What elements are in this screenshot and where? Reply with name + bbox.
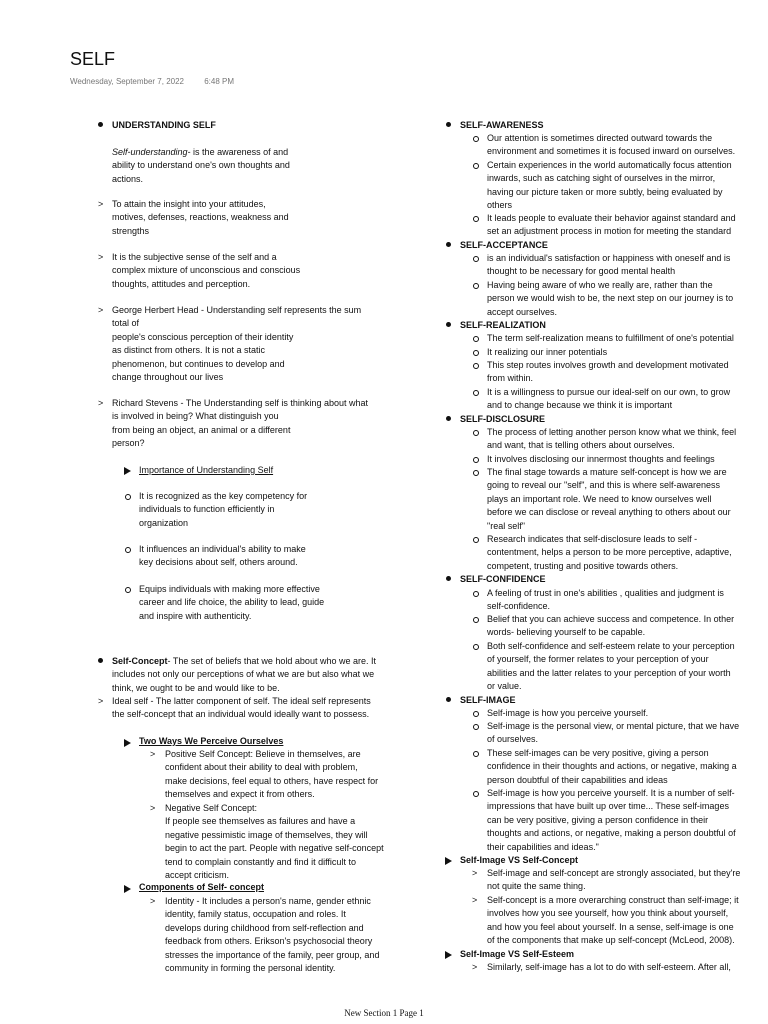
bullet-circle-icon bbox=[473, 457, 479, 463]
text-line: accept criticism. bbox=[165, 870, 230, 880]
text-line: - is the awareness of and bbox=[187, 147, 289, 157]
bullet-circle-icon bbox=[473, 430, 479, 436]
section-heading: UNDERSTANDING SELF bbox=[112, 120, 216, 130]
text-line: can be very positive, giving a person confidence in their bbox=[487, 814, 709, 825]
text-line: feedback from others. Erikson's psychosocial theory bbox=[165, 936, 373, 947]
bullet-circle-icon bbox=[473, 350, 479, 356]
text-line: going to reveal our "self", and this is where self-awareness bbox=[487, 480, 721, 491]
text-line: The final stage towards a mature self-concept is how we are bbox=[487, 467, 727, 477]
bullet-circle-icon bbox=[473, 537, 479, 543]
text-line: Belief that you can achieve success and competence. In other bbox=[487, 614, 735, 624]
page-footer: New Section 1 Page 1 bbox=[344, 1008, 424, 1018]
text-line: person we would wish to be, the next step on our journey is to bbox=[487, 293, 734, 304]
bullet-circle-icon bbox=[473, 591, 479, 597]
text-line: words- believing yourself to be capable. bbox=[487, 627, 646, 638]
text-line: is involved in being? What distinguish you bbox=[112, 411, 279, 422]
text-line: of yourself, the former relates to your perception of your bbox=[487, 654, 709, 665]
bullet-circle-icon bbox=[473, 363, 479, 369]
bullet-dot-icon bbox=[446, 122, 451, 127]
bullet-circle-icon bbox=[473, 283, 479, 289]
gt-bullet-icon: > bbox=[150, 803, 156, 813]
text-line: self-confidence. bbox=[487, 601, 551, 612]
text-line: Self-concept is a more overarching construct than self-image; it bbox=[487, 895, 739, 905]
gt-bullet-icon: > bbox=[150, 749, 156, 759]
gt-bullet-icon: > bbox=[472, 895, 478, 905]
text-line: To attain the insight into your attitudes, bbox=[112, 199, 266, 209]
bullet-circle-icon bbox=[473, 136, 479, 142]
text-line: or value. bbox=[487, 681, 522, 692]
gt-bullet-icon: > bbox=[98, 199, 104, 209]
text-line: as distinct from others. It is not a static bbox=[112, 345, 266, 356]
text-line: not quite the same thing. bbox=[487, 881, 586, 892]
section-heading: Self-Image VS Self-Concept bbox=[460, 855, 579, 865]
text-line: and want, that is telling others about ourselves. bbox=[487, 440, 675, 451]
gt-bullet-icon: > bbox=[472, 868, 478, 878]
text-line: change throughout our lives bbox=[112, 372, 224, 382]
section-heading: SELF-REALIZATION bbox=[460, 320, 546, 330]
term: Self-Concept bbox=[112, 656, 168, 666]
bullet-dot-icon bbox=[446, 697, 451, 702]
text-line: Similarly, self-image has a lot to do with self-esteem. After all, bbox=[487, 962, 731, 972]
text-line: abilities and the latter relates to your perception of your worth bbox=[487, 667, 731, 678]
bullet-circle-icon bbox=[473, 644, 479, 650]
text-line: It influences an individual's ability to make bbox=[139, 544, 306, 554]
text-line: includes not only our perceptions of what we are but also what we bbox=[112, 669, 375, 680]
text-line: It is a willingness to pursue our ideal-self on our own, to grow bbox=[487, 387, 731, 397]
text-line: Both self-confidence and self-esteem relate to your perception bbox=[487, 641, 735, 651]
text-line: before we can disclose or reveal anything to others about our bbox=[487, 507, 731, 518]
bullet-circle-icon bbox=[473, 163, 479, 169]
arrow-bullet-icon bbox=[124, 739, 131, 747]
bullet-dot-icon bbox=[446, 416, 451, 421]
bullet-circle-icon bbox=[473, 711, 479, 717]
text-line: stresses the importance of the family, peer group, and bbox=[165, 949, 380, 960]
bullet-circle-icon bbox=[473, 336, 479, 342]
text-line: It is the subjective sense of the self and a bbox=[112, 252, 277, 262]
text-line: Certain experiences in the world automatically focus attention bbox=[487, 160, 732, 170]
text-line: Self-image and self-concept are strongly associated, but they're bbox=[487, 868, 741, 878]
text-line: Ideal self - The latter component of self. The ideal self represents bbox=[112, 696, 371, 706]
page-date: Wednesday, September 7, 2022 bbox=[70, 77, 184, 86]
bullet-dot-icon bbox=[446, 242, 451, 247]
text-line: key decisions about self, others around. bbox=[139, 557, 298, 568]
text-line: Identity - It includes a person's name, gender ethnic bbox=[165, 896, 371, 906]
text-line: think, we ought to be and would like to be. bbox=[112, 682, 280, 693]
text-line: the self-concept that an individual would ideally want to possess. bbox=[112, 709, 370, 720]
bullet-circle-icon bbox=[473, 216, 479, 222]
text-line: total of bbox=[112, 318, 140, 329]
bullet-circle-icon bbox=[125, 587, 131, 593]
text-line: complex mixture of unconscious and conscious bbox=[112, 265, 301, 276]
section-heading: SELF-CONFIDENCE bbox=[460, 574, 546, 584]
gt-bullet-icon: > bbox=[150, 896, 156, 906]
bullet-circle-icon bbox=[473, 617, 479, 623]
gt-bullet-icon: > bbox=[98, 305, 104, 315]
text-line: Self-image is how you perceive yourself. bbox=[487, 708, 649, 718]
arrow-bullet-icon bbox=[124, 885, 131, 893]
bullet-circle-icon bbox=[473, 470, 479, 476]
section-heading: SELF-IMAGE bbox=[460, 695, 516, 705]
text-line: confident about their ability to deal with problem, bbox=[165, 762, 358, 773]
gt-bullet-icon: > bbox=[98, 252, 104, 262]
text-line: tend to complain constantly and find it difficult to bbox=[165, 856, 356, 867]
bullet-dot-icon bbox=[446, 322, 451, 327]
term: Self-understanding bbox=[112, 147, 188, 157]
section-heading: SELF-DISCLOSURE bbox=[460, 414, 546, 424]
bullet-dot-icon bbox=[98, 122, 103, 127]
text-line: strengths bbox=[112, 225, 150, 236]
subsection-heading: Two Ways We Perceive Ourselves bbox=[139, 736, 284, 746]
text-line: people's conscious perception of their identity bbox=[112, 331, 294, 342]
text-line: ability to understand one's own thoughts and bbox=[112, 160, 290, 171]
page-meta bbox=[70, 75, 234, 88]
text-line: It is recognized as the key competency for bbox=[139, 491, 308, 501]
text-line: involves how you see yourself, how you think about yourself, bbox=[487, 908, 729, 919]
gt-bullet-icon: > bbox=[98, 696, 104, 706]
subsection-heading: Components of Self- concept bbox=[139, 882, 265, 892]
text-line: identity, family status, occupation and roles. It bbox=[165, 909, 346, 920]
page-title: SELF bbox=[70, 49, 116, 69]
text-line: inwards, such as catching sight of ourselves in the mirror, bbox=[487, 173, 716, 184]
text-line: confidence in their thoughts and actions, or negative, making a bbox=[487, 761, 737, 772]
text-line: thoughts and actions, or negative, making a person doubtful of bbox=[487, 828, 736, 839]
text-line: and inspire with authenticity. bbox=[139, 610, 252, 621]
text-line: A feeling of trust in one's abilities , qualities and judgment is bbox=[487, 588, 724, 598]
text-line: having our picture taken or more subtly, being evaluated by bbox=[487, 186, 723, 197]
arrow-bullet-icon bbox=[445, 857, 452, 865]
text-line: Negative Self Concept: bbox=[165, 803, 258, 813]
bullet-circle-icon bbox=[473, 256, 479, 262]
section-heading: SELF-AWARENESS bbox=[460, 120, 544, 130]
bullet-dot-icon bbox=[446, 576, 451, 581]
text-line: environment and sometimes it is focused inward on ourselves. bbox=[487, 146, 736, 157]
page-time: 6:48 PM bbox=[204, 77, 235, 86]
text-line: actions. bbox=[112, 173, 144, 184]
text-line: Self-image is the personal view, or mental picture, that we have bbox=[487, 721, 740, 731]
text-line: Having being aware of who we really are, rather than the bbox=[487, 280, 713, 290]
bullet-circle-icon bbox=[473, 751, 479, 757]
gt-bullet-icon: > bbox=[98, 398, 104, 408]
text-line: It leads people to evaluate their behavior against standard and bbox=[487, 213, 736, 223]
text-line: organization bbox=[139, 517, 189, 528]
text-line: thoughts, attitudes and perception. bbox=[112, 278, 251, 289]
text-line: This step routes involves growth and development motivated bbox=[487, 360, 729, 370]
text-line: and to change because we think it is important bbox=[487, 400, 673, 411]
bullet-circle-icon bbox=[473, 390, 479, 396]
text-line: set an adjustment process in motion for meeting the standard bbox=[487, 226, 732, 237]
text-line: Positive Self Concept: Believe in themselves, are bbox=[165, 749, 361, 759]
text-line: motives, defenses, reactions, weakness and bbox=[112, 212, 289, 223]
text-line: It realizing our inner potentials bbox=[487, 347, 608, 357]
text-line: others bbox=[487, 200, 513, 211]
text-line: If people see themselves as failures and have a bbox=[165, 816, 356, 827]
text-line: develops during childhood from self-reflection and bbox=[165, 922, 364, 933]
text-line: These self-images can be very positive, giving a person bbox=[487, 748, 709, 758]
text-line: accept ourselves. bbox=[487, 306, 558, 317]
text-line: their capabilities and ideas." bbox=[487, 841, 599, 852]
text-line: of the components that make up self-concept (McLeod, 2008). bbox=[487, 935, 735, 946]
gt-bullet-icon: > bbox=[472, 962, 478, 972]
bullet-circle-icon bbox=[125, 547, 131, 553]
text-line: person doubtful of their capabilities and ideas bbox=[487, 774, 668, 785]
text-line: career and life choice, the ability to lead, guide bbox=[139, 597, 325, 608]
text-line: George Herbert Head - Understanding self represents the sum bbox=[112, 305, 362, 315]
text-line: make decisions, feel equal to others, have respect for bbox=[165, 775, 379, 786]
text-line: from being an object, an animal or a different bbox=[112, 424, 291, 435]
text-line: The term self-realization means to fulfillment of one's potential bbox=[487, 333, 734, 343]
text-line: The process of letting another person know what we think, feel bbox=[487, 427, 737, 437]
text-line: phenomenon, but continues to develop and bbox=[112, 358, 285, 369]
text-line: Self-image is how you perceive yourself. It is a number of self- bbox=[487, 788, 735, 798]
text-line: individuals to function efficiently in bbox=[139, 504, 275, 515]
text-line: impressions that have built up over time... These self-images bbox=[487, 801, 729, 812]
bullet-circle-icon bbox=[473, 791, 479, 797]
text-line: plays an important role. We need to know ourselves well bbox=[487, 493, 712, 504]
text-line: Our attention is sometimes directed outward towards the bbox=[487, 133, 713, 143]
text-line: person? bbox=[112, 438, 145, 449]
bullet-circle-icon bbox=[473, 724, 479, 730]
text-line: contentment, helps a person to be more perceptive, adaptive, bbox=[487, 547, 732, 558]
subsection-heading: Importance of Understanding Self bbox=[139, 465, 274, 475]
text-line: of ourselves. bbox=[487, 734, 539, 745]
arrow-bullet-icon bbox=[445, 951, 452, 959]
text-line: Richard Stevens - The Understanding self is thinking about what bbox=[112, 398, 368, 408]
section-heading: Self-Image VS Self-Esteem bbox=[460, 949, 575, 959]
text-line: Research indicates that self-disclosure leads to self - bbox=[487, 534, 698, 544]
bullet-dot-icon bbox=[98, 658, 103, 663]
text-line: themselves and expect it from others. bbox=[165, 789, 315, 800]
text-line: competent, trusting and positive towards others. bbox=[487, 560, 679, 571]
arrow-bullet-icon bbox=[124, 467, 131, 475]
text-line: It involves disclosing our innermost thoughts and feelings bbox=[487, 454, 715, 464]
text-line: "real self" bbox=[487, 520, 525, 531]
text-line: begin to act the part. People with negative self-concept bbox=[165, 843, 384, 854]
text-line: - The set of beliefs that we hold about who we are. It bbox=[167, 656, 376, 666]
text-line: thought to be necessary for good mental health bbox=[487, 266, 676, 277]
text-line: community in forming the personal identity. bbox=[165, 963, 336, 973]
text-line: from within. bbox=[487, 373, 534, 384]
section-heading: SELF-ACCEPTANCE bbox=[460, 240, 548, 250]
text-line: and how you feel about yourself. In a sense, self-image is one bbox=[487, 921, 734, 932]
text-line: is an individual's satisfaction or happiness with oneself and is bbox=[487, 253, 731, 263]
text-line: negative pessimistic image of themselves, they will bbox=[165, 829, 368, 840]
bullet-circle-icon bbox=[125, 494, 131, 500]
text-line: Equips individuals with making more effective bbox=[139, 584, 320, 594]
